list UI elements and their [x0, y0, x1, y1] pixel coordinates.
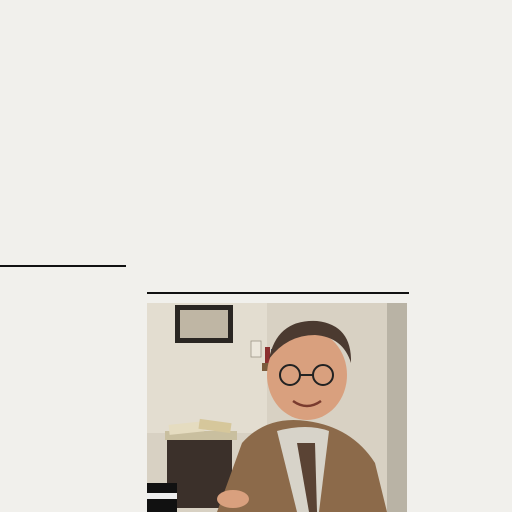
obituary-photo: [147, 303, 407, 512]
photo-divider: [147, 292, 409, 294]
left-column-divider: [0, 265, 126, 267]
